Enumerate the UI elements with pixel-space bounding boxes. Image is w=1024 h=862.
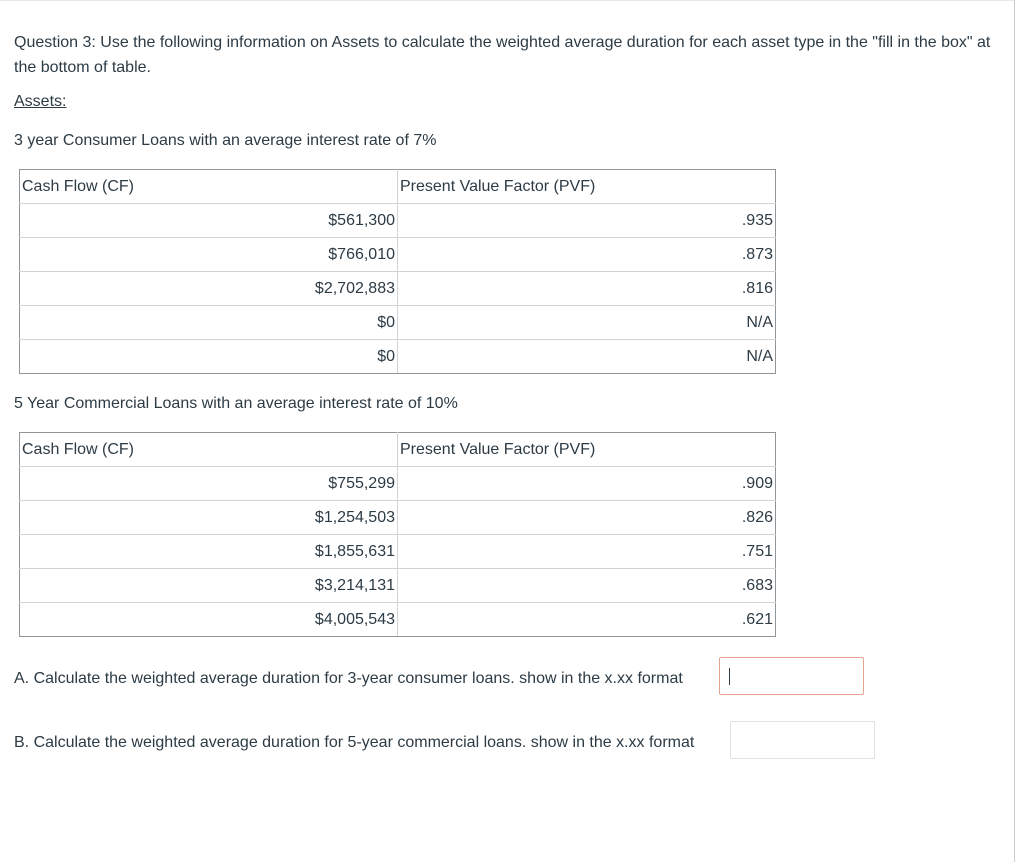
pvf-cell: .683 (398, 569, 776, 603)
part-b-label: B. Calculate the weighted average duration for 5-year commercial loans. show in the x.xx format (14, 734, 695, 751)
pvf-cell: .826 (398, 501, 776, 535)
header-cash-flow: Cash Flow (CF) (20, 433, 398, 467)
cash-flow-cell: $755,299 (20, 467, 398, 501)
table-row (20, 272, 776, 306)
cash-flow-cell: $2,702,883 (20, 272, 398, 306)
consumer-loans-table (19, 169, 776, 374)
table-row (20, 204, 776, 238)
consumer-loans-title: 3 year Consumer Loans with an average interest rate of 7% (14, 132, 437, 149)
top-divider (0, 0, 1014, 1)
table-row (20, 501, 776, 535)
part-b-answer-input[interactable] (730, 721, 875, 759)
table-row (20, 535, 776, 569)
commercial-loans-table (19, 432, 776, 637)
table-row (20, 467, 776, 501)
pvf-cell: .816 (398, 272, 776, 306)
pvf-cell: .909 (398, 467, 776, 501)
commercial-loans-title: 5 Year Commercial Loans with an average interest rate of 10% (14, 395, 458, 412)
pvf-cell: N/A (398, 306, 776, 340)
pvf-cell: .621 (398, 603, 776, 637)
header-pvf: Present Value Factor (PVF) (398, 433, 776, 467)
assets-heading: Assets: (14, 93, 67, 110)
table-header-row (20, 433, 776, 467)
question-text: Question 3: Use the following information on Assets to calculate the weighted average duration for each asset type in the "fill in the box" at the bottom of table. (14, 34, 991, 76)
pvf-cell: .935 (398, 204, 776, 238)
header-pvf: Present Value Factor (PVF) (398, 170, 776, 204)
right-divider (1014, 0, 1015, 862)
cash-flow-cell: $1,855,631 (20, 535, 398, 569)
cash-flow-cell: $1,254,503 (20, 501, 398, 535)
table-header-row (20, 170, 776, 204)
table-row (20, 306, 776, 340)
cash-flow-cell: $4,005,543 (20, 603, 398, 637)
table-row (20, 603, 776, 637)
table-row (20, 238, 776, 272)
part-a-answer-input[interactable] (719, 657, 864, 695)
table-row (20, 569, 776, 603)
cash-flow-cell: $561,300 (20, 204, 398, 238)
header-cash-flow: Cash Flow (CF) (20, 170, 398, 204)
pvf-cell: N/A (398, 340, 776, 374)
cash-flow-cell: $766,010 (20, 238, 398, 272)
table-row (20, 340, 776, 374)
cash-flow-cell: $0 (20, 340, 398, 374)
part-a-label: A. Calculate the weighted average duration for 3-year consumer loans. show in the x.xx format (14, 670, 683, 687)
pvf-cell: .873 (398, 238, 776, 272)
cash-flow-cell: $3,214,131 (20, 569, 398, 603)
text-cursor (729, 668, 730, 685)
pvf-cell: .751 (398, 535, 776, 569)
cash-flow-cell: $0 (20, 306, 398, 340)
